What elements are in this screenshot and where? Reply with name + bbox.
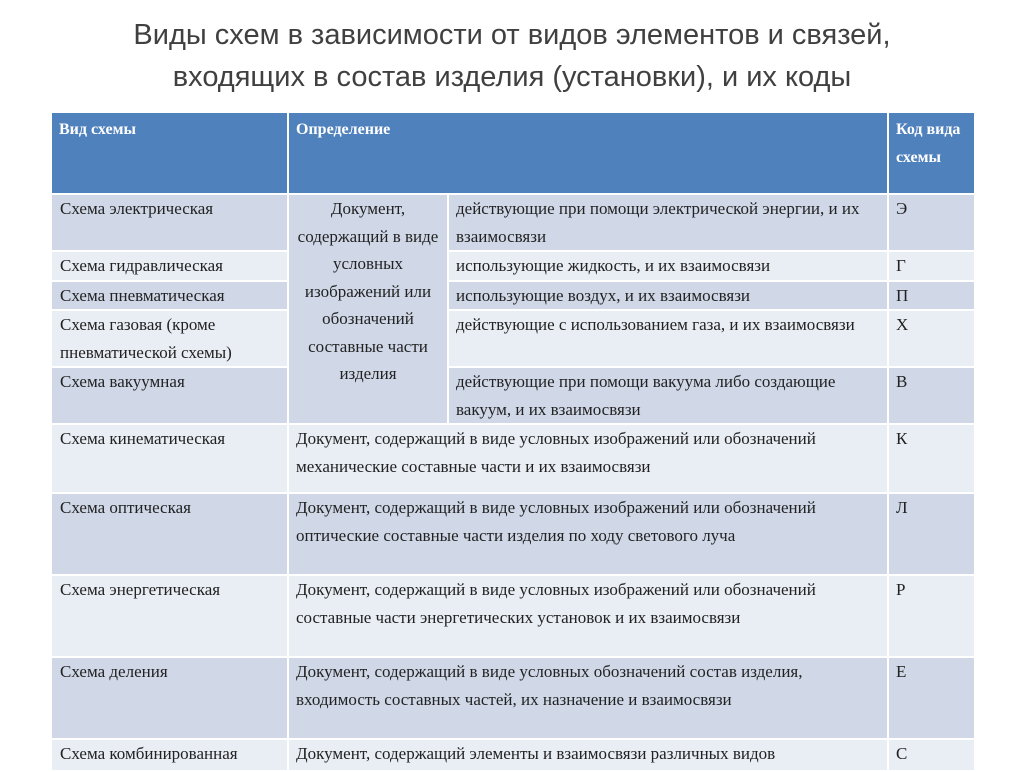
table-row: [51, 194, 975, 251]
table-row: [51, 281, 975, 311]
scheme-name: Схема комбинированная: [51, 739, 288, 771]
scheme-code: К: [888, 424, 975, 493]
scheme-definition: Документ, содержащий в виде условных обозначений состав изделия, входимость составных частей, их назначение и взаимосвязи: [288, 657, 888, 739]
table-row: [51, 310, 975, 367]
scheme-name: Схема вакуумная: [51, 367, 288, 424]
scheme-name: Схема кинематическая: [51, 424, 288, 493]
scheme-detail: действующие с использованием газа, и их взаимосвязи: [448, 310, 888, 367]
scheme-name: Схема газовая (кроме пневматической схемы): [51, 310, 288, 367]
header-code: Код вида схемы: [888, 112, 975, 194]
scheme-definition: Документ, содержащий элементы и взаимосвязи различных видов: [288, 739, 888, 771]
common-definition: Документ, содержащий в виде условных изображений или обозначений составные части изделия: [288, 194, 448, 424]
scheme-name: Схема энергетическая: [51, 575, 288, 657]
scheme-name: Схема деления: [51, 657, 288, 739]
header-definition: Определение: [288, 112, 888, 194]
header-scheme-type: Вид схемы: [51, 112, 288, 194]
scheme-code: Г: [888, 251, 975, 281]
scheme-code: Э: [888, 194, 975, 251]
table-row: [51, 493, 975, 575]
slide-title-line-1: Виды схем в зависимости от видов элементов и связей,: [133, 19, 891, 51]
scheme-detail: действующие при помощи вакуума либо создающие вакуум, и их взаимосвязи: [448, 367, 888, 424]
scheme-code: Е: [888, 657, 975, 739]
scheme-name: Схема гидравлическая: [51, 251, 288, 281]
table-row: [51, 657, 975, 739]
scheme-definition: Документ, содержащий в виде условных изображений или обозначений оптические составные части изделия по ходу светового луча: [288, 493, 888, 575]
scheme-detail: использующие жидкость, и их взаимосвязи: [448, 251, 888, 281]
scheme-definition: Документ, содержащий в виде условных изображений или обозначений составные части энергетических установок и их взаимосвязи: [288, 575, 888, 657]
table-row: [51, 575, 975, 657]
scheme-code: В: [888, 367, 975, 424]
table-row: [51, 251, 975, 281]
slide-title: [40, 8, 984, 104]
table-row: [51, 367, 975, 424]
scheme-name: Схема электрическая: [51, 194, 288, 251]
scheme-detail: использующие воздух, и их взаимосвязи: [448, 281, 888, 311]
scheme-name: Схема пневматическая: [51, 281, 288, 311]
table-row: [51, 739, 975, 771]
scheme-name: Схема оптическая: [51, 493, 288, 575]
scheme-definition: Документ, содержащий в виде условных изображений или обозначений механические составные части и их взаимосвязи: [288, 424, 888, 493]
scheme-code: Х: [888, 310, 975, 367]
slide-title-line-2: входящих в состав изделия (установки), и их коды: [172, 61, 852, 93]
table-header-row: [51, 112, 975, 194]
scheme-detail: действующие при помощи электрической энергии, и их взаимосвязи: [448, 194, 888, 251]
scheme-code: П: [888, 281, 975, 311]
schemes-table: [50, 111, 976, 772]
scheme-code: Р: [888, 575, 975, 657]
scheme-code: С: [888, 739, 975, 771]
table-row: [51, 424, 975, 493]
scheme-code: Л: [888, 493, 975, 575]
